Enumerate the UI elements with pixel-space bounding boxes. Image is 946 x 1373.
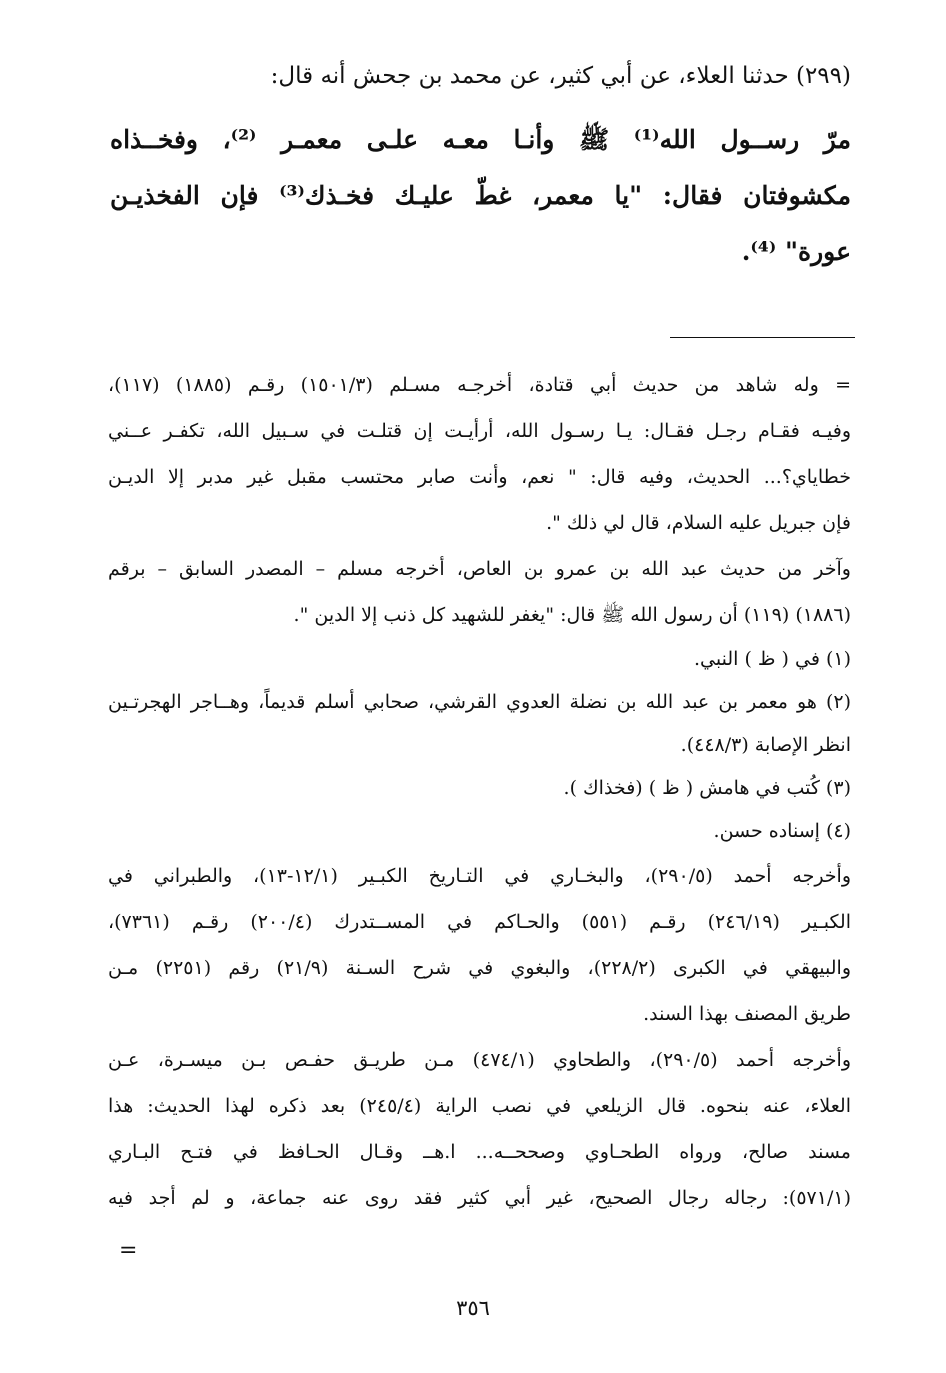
footnote-line: (٥٧١/١): رجاله رجال الصحيح، غير أبي كثير فقد روى عنه جماعة، و لم أجد فيه xyxy=(108,1187,851,1209)
footnote-line: وأخرجه أحمد (٢٩٠/٥)، والطحاوي (٤٧٤/١) مـن طريـق حفـص بـن ميسـرة، عـن xyxy=(108,1049,852,1071)
hadith-line: عورة" ⁽⁴⁾. xyxy=(741,237,851,266)
hadith-line: مكشوفتان فقال: "يا معمر، غطّ عليـك فخـذك⁽³⁾ فإن الفخذيـن xyxy=(110,181,851,210)
hadith-line: مرّ رســول الله⁽¹⁾ ﷺ وأنـا معـه علـى معمـر ⁽²⁾، وفخــذاه xyxy=(110,125,851,154)
continuation-mark: = xyxy=(119,1238,138,1263)
hadith-intro: (٢٩٩) حدثنا العلاء، عن أبي كثير، عن محمد بن جحش أنه قال: xyxy=(270,63,851,89)
footnote-line: مسند صالح، ورواه الطحـاوي وصححــه... ا.هــ وقـال الحـافظ في فتـح البـاري xyxy=(108,1141,851,1163)
footnote-line: (١٨٨٦) (١١٩) أن رسول الله ﷺ قال: "يغفر للشهيد كل ذنب إلا الدين ". xyxy=(293,604,851,626)
footnote-line: خطاياي؟... الحديث، وفيه قال: " نعم، وأنت صابر محتسب مقبل غير مدبر إلا الديـن xyxy=(108,466,851,488)
footnote-line: = وله شاهد من حديث أبي قتادة، أخرجـه مسـلم (١٥٠١/٣) رقـم (١٨٨٥) (١١٧)، xyxy=(108,374,851,396)
hadith-text xyxy=(110,112,851,280)
footnote-line: وفيـه فقـام رجـل فقـال: يـا رسـول الله، أرأيـت إن قتلـت في سـبيل الله، تكفـر عــني xyxy=(108,420,851,442)
footnote-line: (٢) هو معمر بن عبد الله بن نضلة العدوي القرشي، صحابي أسلم قديماً، وهــاجر الهجرتـين xyxy=(108,691,851,713)
footnote-line: (٤) إسناده حسن. xyxy=(713,820,851,842)
footnote-separator xyxy=(670,337,855,338)
footnote-line: وأخرجه أحمد (٢٩٠/٥)، والبخـاري في التـاريخ الكبـير (١٢/١-١٣)، والطبراني في xyxy=(108,865,851,887)
footnote-line: طريق المصنف بهذا السند. xyxy=(643,1003,851,1025)
footnote-line: فإن جبريل عليه السلام، قال لي ذلك ". xyxy=(546,512,851,534)
footnote-line: الكبـير (٢٤٦/١٩) رقـم (٥٥١) والحـاكم في المســتدرك (٢٠٠/٤) رقـم (٧٣٦١)، xyxy=(108,911,852,933)
footnote-line: والبيهقي في الكبرى (٢٢٨/٢)، والبغوي في شرح السـنة (٢١/٩) رقم (٢٢٥١) مـن xyxy=(108,957,851,979)
footnotes xyxy=(108,362,851,1221)
footnote-line: وآخر من حديث عبد الله بن عمرو بن العاص، أخرجه مسلم – المصدر السابق – برقم xyxy=(108,558,851,580)
footnote-line: (٣) كُتب في هامش ( ظ ) (فخذاك ). xyxy=(563,777,851,799)
footnote-line: (١) في ( ظ ) النبي. xyxy=(694,648,851,670)
footnote-line: انظر الإصابة (٤٤٨/٣). xyxy=(680,734,851,756)
footnote-line: العلاء، عنه بنحوه. قال الزيلعي في نصب الراية (٢٤٥/٤) بعد ذكره لهذا الحديث: هذا xyxy=(108,1095,851,1117)
page-number: ٣٥٦ xyxy=(456,1296,490,1320)
